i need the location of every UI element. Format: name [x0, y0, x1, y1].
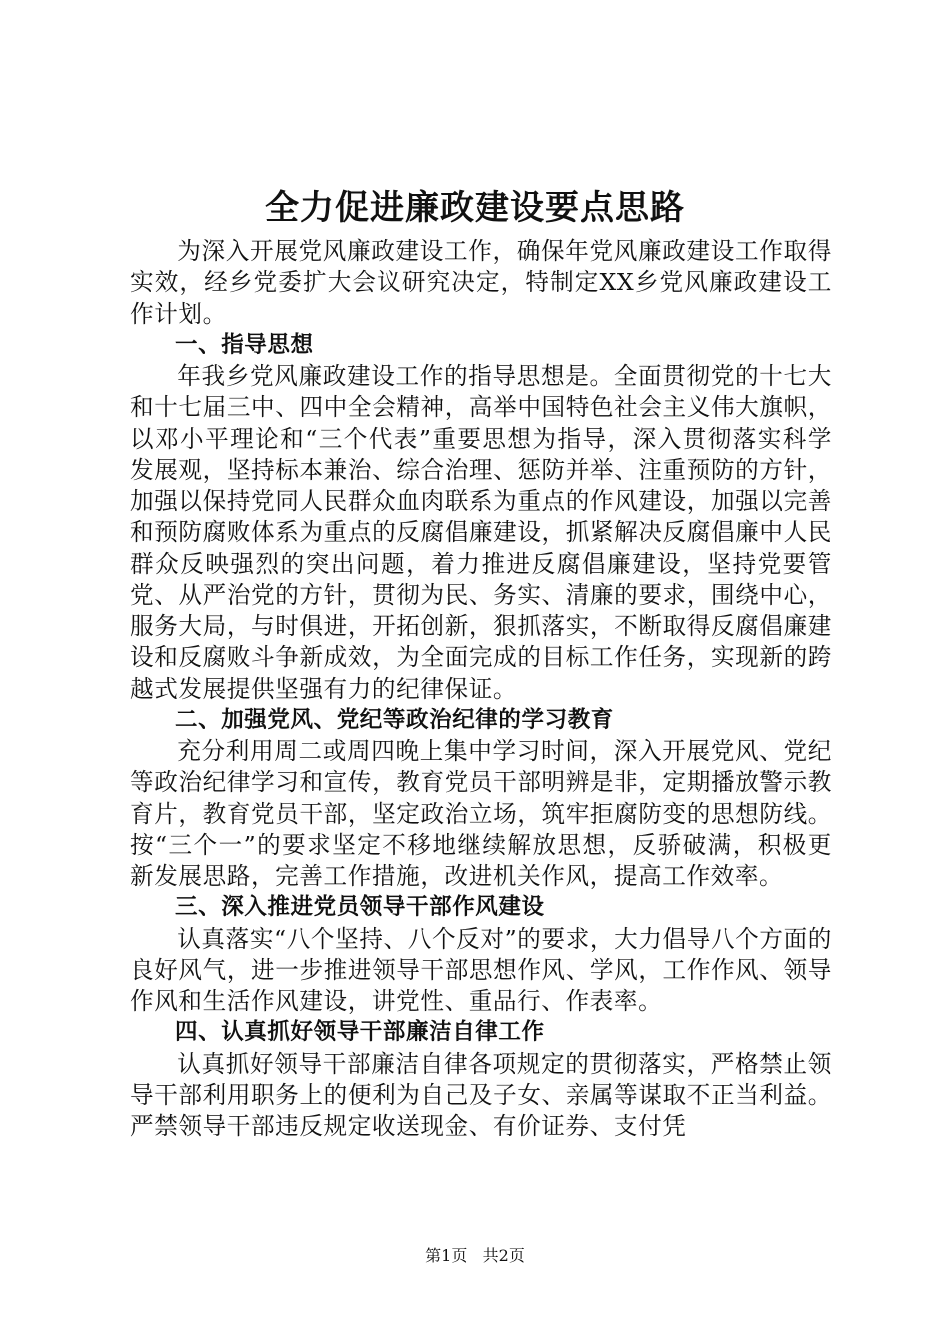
section-heading-2: 二、加强党风、党纪等政治纪律的学习教育 — [175, 706, 614, 733]
page-total: 共2页 — [482, 1246, 525, 1265]
section-heading-3: 三、深入推进党员领导干部作风建设 — [175, 894, 545, 921]
page-number: 第1页 — [425, 1246, 468, 1265]
section-paragraph-2: 充分利用周二或周四晚上集中学习时间，深入开展党风、党纪等政治纪律学习和宣传，教育党员干部明辨是非，定期播放警示教育片，教育党员干部，坚定政治立场，筑牢拒腐防变的思想防线。按“三个一”的要求坚定不移地继续解放思想，反骄破满，积极更新发展思路，完善工作措施，改进机关作风，提高工作效率。 — [130, 737, 832, 890]
intro-paragraph: 为深入开展党风廉政建设工作，确保年党风廉政建设工作取得实效，经乡党委扩大会议研究决定，特制定XX乡党风廉政建设工作计划。 — [130, 237, 832, 328]
section-heading-4: 四、认真抓好领导干部廉洁自律工作 — [175, 1019, 545, 1046]
document-title: 全力促进廉政建设要点思路 — [265, 188, 685, 228]
page-gap — [472, 1246, 477, 1265]
section-paragraph-1: 年我乡党风廉政建设工作的指导思想是。全面贯彻党的十七大和十七届三中、四中全会精神，高举中国特色社会主义伟大旗帜，以邓小平理论和“三个代表”重要思想为指导，深入贯彻落实科学发展观，坚持标本兼治、综合治理、惩防并举、注重预防的方针，加强以保持党同人民群众血肉联系为重点的作风建设，加强以完善和预防腐败体系为重点的反腐倡廉建设，抓紧解决反腐倡廉中人民群众反映强烈的突出问题，着力推进反腐倡廉建设，坚持党要管党、从严治党的方针，贯彻为民、务实、清廉的要求，围绕中心，服务大局，与时俱进，开拓创新，狠抓落实，不断取得反腐倡廉建设和反腐败斗争新成效，为全面完成的目标工作任务，实现新的跨越式发展提供坚强有力的纪律保证。 — [130, 362, 832, 703]
section-paragraph-3: 认真落实“八个坚持、八个反对”的要求，大力倡导八个方面的良好风气，进一步推进领导干部思想作风、学风，工作作风、领导作风和生活作风建设，讲党性、重品行、作表率。 — [130, 924, 832, 1015]
section-heading-1: 一、指导思想 — [175, 331, 314, 358]
section-paragraph-4: 认真抓好领导干部廉洁自律各项规定的贯彻落实，严格禁止领导干部利用职务上的便利为自己及子女、亲属等谋取不正当利益。严禁领导干部违反规定收送现金、有价证券、支付凭 — [130, 1049, 832, 1140]
document-body — [130, 236, 832, 1142]
page-footer — [0, 1244, 950, 1268]
